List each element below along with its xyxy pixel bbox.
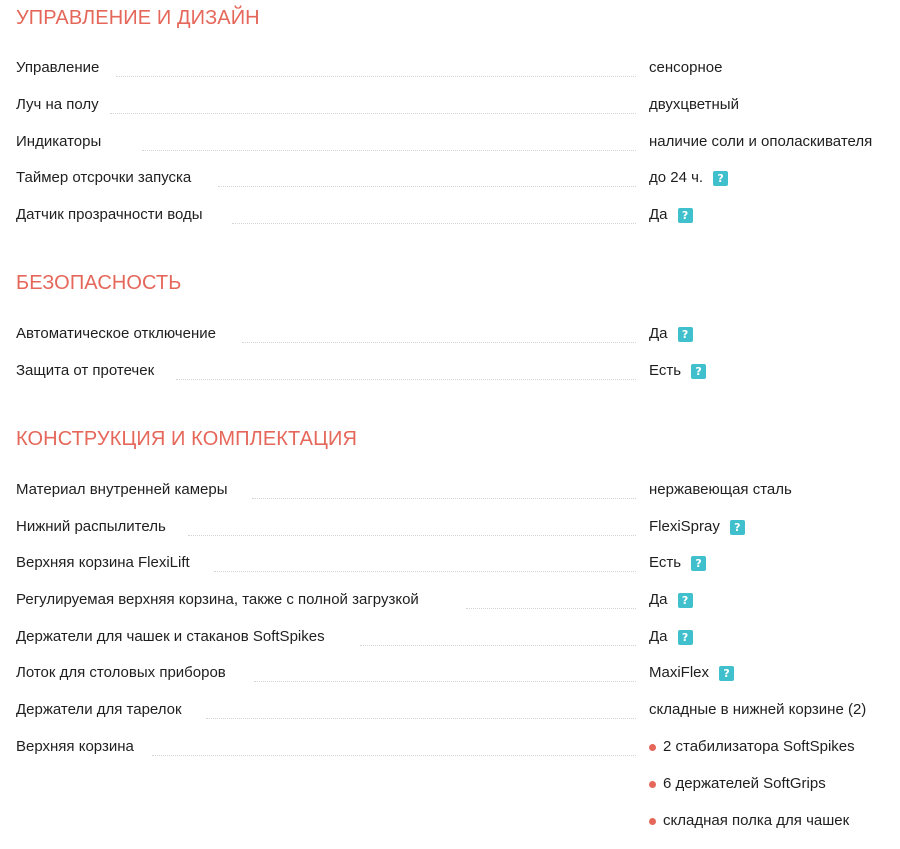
dotted-leader bbox=[214, 571, 636, 572]
dotted-leader bbox=[218, 186, 636, 187]
spec-value bbox=[649, 133, 872, 151]
dotted-leader bbox=[466, 608, 636, 609]
spec-label: Таймер отсрочки запуска bbox=[16, 169, 197, 187]
spec-label: Защита от протечек bbox=[16, 362, 160, 380]
list-item bbox=[649, 738, 855, 756]
spec-label: Держатели для тарелок bbox=[16, 701, 188, 719]
spec-value bbox=[649, 59, 722, 77]
spec-label: Держатели для чашек и стаканов SoftSpikes bbox=[16, 628, 331, 646]
list-item-text: 6 держателей SoftGrips bbox=[663, 775, 826, 792]
spec-row-leak-protection bbox=[16, 362, 900, 390]
spec-value-text: FlexiSpray bbox=[649, 518, 720, 535]
spec-row-plate-holders bbox=[16, 701, 900, 729]
spec-value-text: Есть bbox=[649, 362, 682, 379]
question-mark-icon[interactable]: ? bbox=[678, 593, 693, 608]
spec-value bbox=[649, 628, 693, 646]
spec-row-water-sensor bbox=[16, 206, 900, 234]
spec-value-text: Да bbox=[649, 628, 668, 645]
section-title-control-design: УПРАВЛЕНИЕ И ДИЗАЙН bbox=[16, 7, 260, 29]
spec-value bbox=[649, 591, 693, 609]
spec-row-softspikes bbox=[16, 628, 900, 656]
spec-value bbox=[649, 362, 706, 380]
dotted-leader bbox=[252, 498, 636, 499]
spec-label: Верхняя корзина FlexiLift bbox=[16, 554, 196, 572]
spec-label: Автоматическое отключение bbox=[16, 325, 222, 343]
bullet-icon bbox=[649, 818, 656, 825]
spec-value bbox=[649, 96, 739, 114]
list-item bbox=[649, 775, 826, 793]
dotted-leader bbox=[232, 223, 636, 224]
question-mark-icon[interactable]: ? bbox=[730, 520, 745, 535]
spec-label: Луч на полу bbox=[16, 96, 105, 114]
spec-label: Материал внутренней камеры bbox=[16, 481, 233, 499]
question-mark-icon[interactable]: ? bbox=[678, 208, 693, 223]
spec-value-text: Да bbox=[649, 206, 668, 223]
spec-label: Нижний распылитель bbox=[16, 518, 172, 536]
spec-value bbox=[649, 701, 866, 719]
spec-value-text: Да bbox=[649, 325, 668, 342]
spec-value-text: двухцветный bbox=[649, 96, 739, 113]
section-title-safety: БЕЗОПАСНОСТЬ bbox=[16, 272, 182, 294]
dotted-leader bbox=[110, 113, 636, 114]
spec-value-text: нержавеющая сталь bbox=[649, 481, 792, 498]
question-mark-icon[interactable]: ? bbox=[678, 327, 693, 342]
question-mark-icon[interactable]: ? bbox=[713, 171, 728, 186]
spec-label: Датчик прозрачности воды bbox=[16, 206, 209, 224]
spec-label: Индикаторы bbox=[16, 133, 107, 151]
spec-value bbox=[649, 169, 728, 187]
spec-row-indicators bbox=[16, 133, 900, 161]
spec-label: Лоток для столовых приборов bbox=[16, 664, 232, 682]
spec-value bbox=[649, 325, 693, 343]
dotted-leader bbox=[206, 718, 636, 719]
spec-label: Верхняя корзина bbox=[16, 738, 140, 756]
question-mark-icon[interactable]: ? bbox=[719, 666, 734, 681]
spec-row-lower-sprayer bbox=[16, 518, 900, 546]
spec-row-cutlery-tray bbox=[16, 664, 900, 692]
question-mark-icon[interactable]: ? bbox=[691, 556, 706, 571]
spec-row-adjustable-basket bbox=[16, 591, 900, 619]
dotted-leader bbox=[254, 681, 636, 682]
spec-row-flexilift bbox=[16, 554, 900, 582]
question-mark-icon[interactable]: ? bbox=[691, 364, 706, 379]
spec-value-text: до 24 ч. bbox=[649, 169, 704, 186]
spec-value bbox=[649, 481, 792, 499]
dotted-leader bbox=[242, 342, 636, 343]
spec-row-delay-timer bbox=[16, 169, 900, 197]
spec-value-text: сенсорное bbox=[649, 59, 723, 76]
spec-value-text: MaxiFlex bbox=[649, 664, 710, 681]
spec-row-inner-material bbox=[16, 481, 900, 509]
section-title-construction: КОНСТРУКЦИЯ И КОМПЛЕКТАЦИЯ bbox=[16, 428, 358, 450]
dotted-leader bbox=[142, 150, 636, 151]
list-item-text: 2 стабилизатора SoftSpikes bbox=[663, 738, 855, 755]
bullet-icon bbox=[649, 744, 656, 751]
spec-label: Управление bbox=[16, 59, 105, 77]
spec-value-text: Есть bbox=[649, 554, 682, 571]
spec-label: Регулируемая верхняя корзина, также с полной загрузкой bbox=[16, 591, 425, 609]
dotted-leader bbox=[360, 645, 636, 646]
dotted-leader bbox=[188, 535, 636, 536]
question-mark-icon[interactable]: ? bbox=[678, 630, 693, 645]
spec-value-text: наличие соли и ополаскивателя bbox=[649, 133, 873, 150]
spec-value bbox=[649, 518, 745, 536]
bullet-icon bbox=[649, 781, 656, 788]
spec-row-auto-off bbox=[16, 325, 900, 353]
dotted-leader bbox=[116, 76, 636, 77]
list-item-text: складная полка для чашек bbox=[663, 812, 850, 829]
spec-row-control bbox=[16, 59, 900, 87]
spec-value bbox=[649, 554, 706, 572]
spec-row-floor-beam bbox=[16, 96, 900, 124]
dotted-leader bbox=[152, 755, 636, 756]
dotted-leader bbox=[176, 379, 636, 380]
list-item bbox=[649, 812, 849, 830]
spec-value-text: Да bbox=[649, 591, 668, 608]
spec-value bbox=[649, 206, 693, 224]
spec-value bbox=[649, 664, 734, 682]
spec-value-text: складные в нижней корзине (2) bbox=[649, 701, 867, 718]
